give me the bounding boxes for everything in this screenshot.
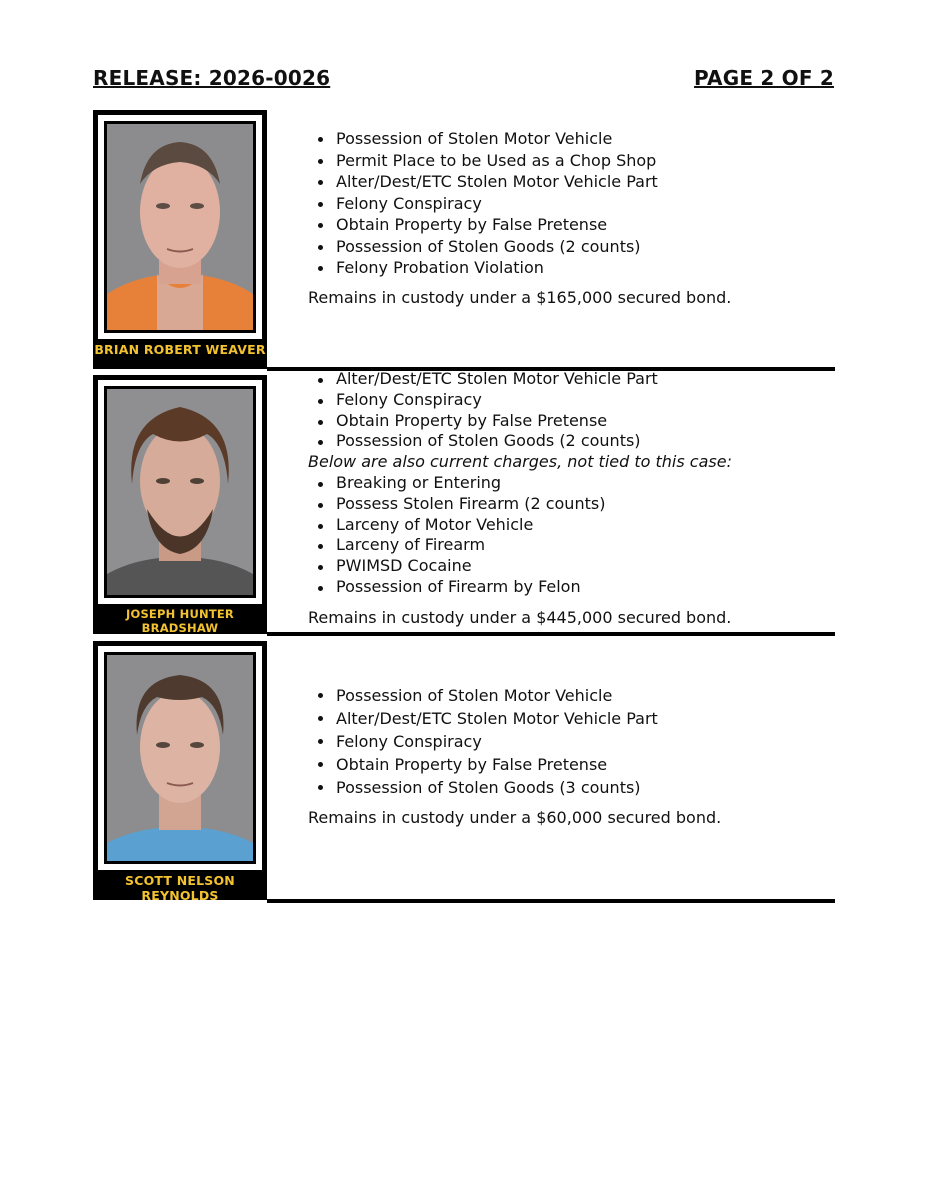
- charge-item: Alter/Dest/ETC Stolen Motor Vehicle Part: [336, 171, 828, 193]
- charge-item: Permit Place to be Used as a Chop Shop: [336, 150, 828, 172]
- person-name: BRIAN ROBERT WEAVER: [94, 342, 266, 357]
- mugshot-card-2: [93, 375, 267, 634]
- bond-text: Remains in custody under a $60,000 secured bond.: [308, 808, 722, 827]
- charge-item: Obtain Property by False Pretense: [336, 753, 828, 776]
- charge-item: PWIMSD Cocaine: [336, 556, 828, 577]
- other-charges-note: Below are also current charges, not tied to this case:: [308, 452, 732, 472]
- charge-item: Possess Stolen Firearm (2 counts): [336, 494, 828, 515]
- charges-list-3: [308, 684, 828, 799]
- charge-item: Felony Conspiracy: [336, 193, 828, 215]
- person-name: JOSEPH HUNTER BRADSHAW: [126, 607, 234, 635]
- mugshot-card-1: [93, 110, 267, 369]
- mugshot-photo: [104, 386, 256, 598]
- bond-text: Remains in custody under a $445,000 secured bond.: [308, 608, 732, 627]
- charge-item: Possession of Stolen Motor Vehicle: [336, 684, 828, 707]
- charge-item: Felony Conspiracy: [336, 730, 828, 753]
- charge-item: Larceny of Motor Vehicle: [336, 515, 828, 536]
- charge-item: Obtain Property by False Pretense: [336, 411, 828, 432]
- mugshot-photo: [104, 652, 256, 864]
- section-divider: [267, 899, 835, 903]
- section-divider: [267, 632, 835, 636]
- mugshot-photo: [104, 121, 256, 333]
- charge-item: Possession of Firearm by Felon: [336, 577, 828, 598]
- charge-item: Alter/Dest/ETC Stolen Motor Vehicle Part: [336, 369, 828, 390]
- mugshot-card-3: [93, 641, 267, 903]
- charge-item: Alter/Dest/ETC Stolen Motor Vehicle Part: [336, 707, 828, 730]
- charge-item: Possession of Stolen Goods (3 counts): [336, 776, 828, 799]
- charge-item: Possession of Stolen Motor Vehicle: [336, 128, 828, 150]
- person-name: SCOTT NELSON REYNOLDS: [125, 873, 235, 903]
- charge-item: Felony Conspiracy: [336, 390, 828, 411]
- charges-list-1: [308, 128, 828, 279]
- charge-item: Breaking or Entering: [336, 473, 828, 494]
- release-number: RELEASE: 2026-0026: [93, 66, 331, 90]
- charge-item: Larceny of Firearm: [336, 535, 828, 556]
- charge-item: Obtain Property by False Pretense: [336, 214, 828, 236]
- bond-text: Remains in custody under a $165,000 secured bond.: [308, 288, 732, 307]
- page-indicator: PAGE 2 OF 2: [694, 66, 834, 90]
- charge-item: Possession of Stolen Goods (2 counts): [336, 431, 828, 452]
- charge-item: Felony Probation Violation: [336, 257, 828, 279]
- charges-list-2: [308, 369, 828, 598]
- charge-item: Possession of Stolen Goods (2 counts): [336, 236, 828, 258]
